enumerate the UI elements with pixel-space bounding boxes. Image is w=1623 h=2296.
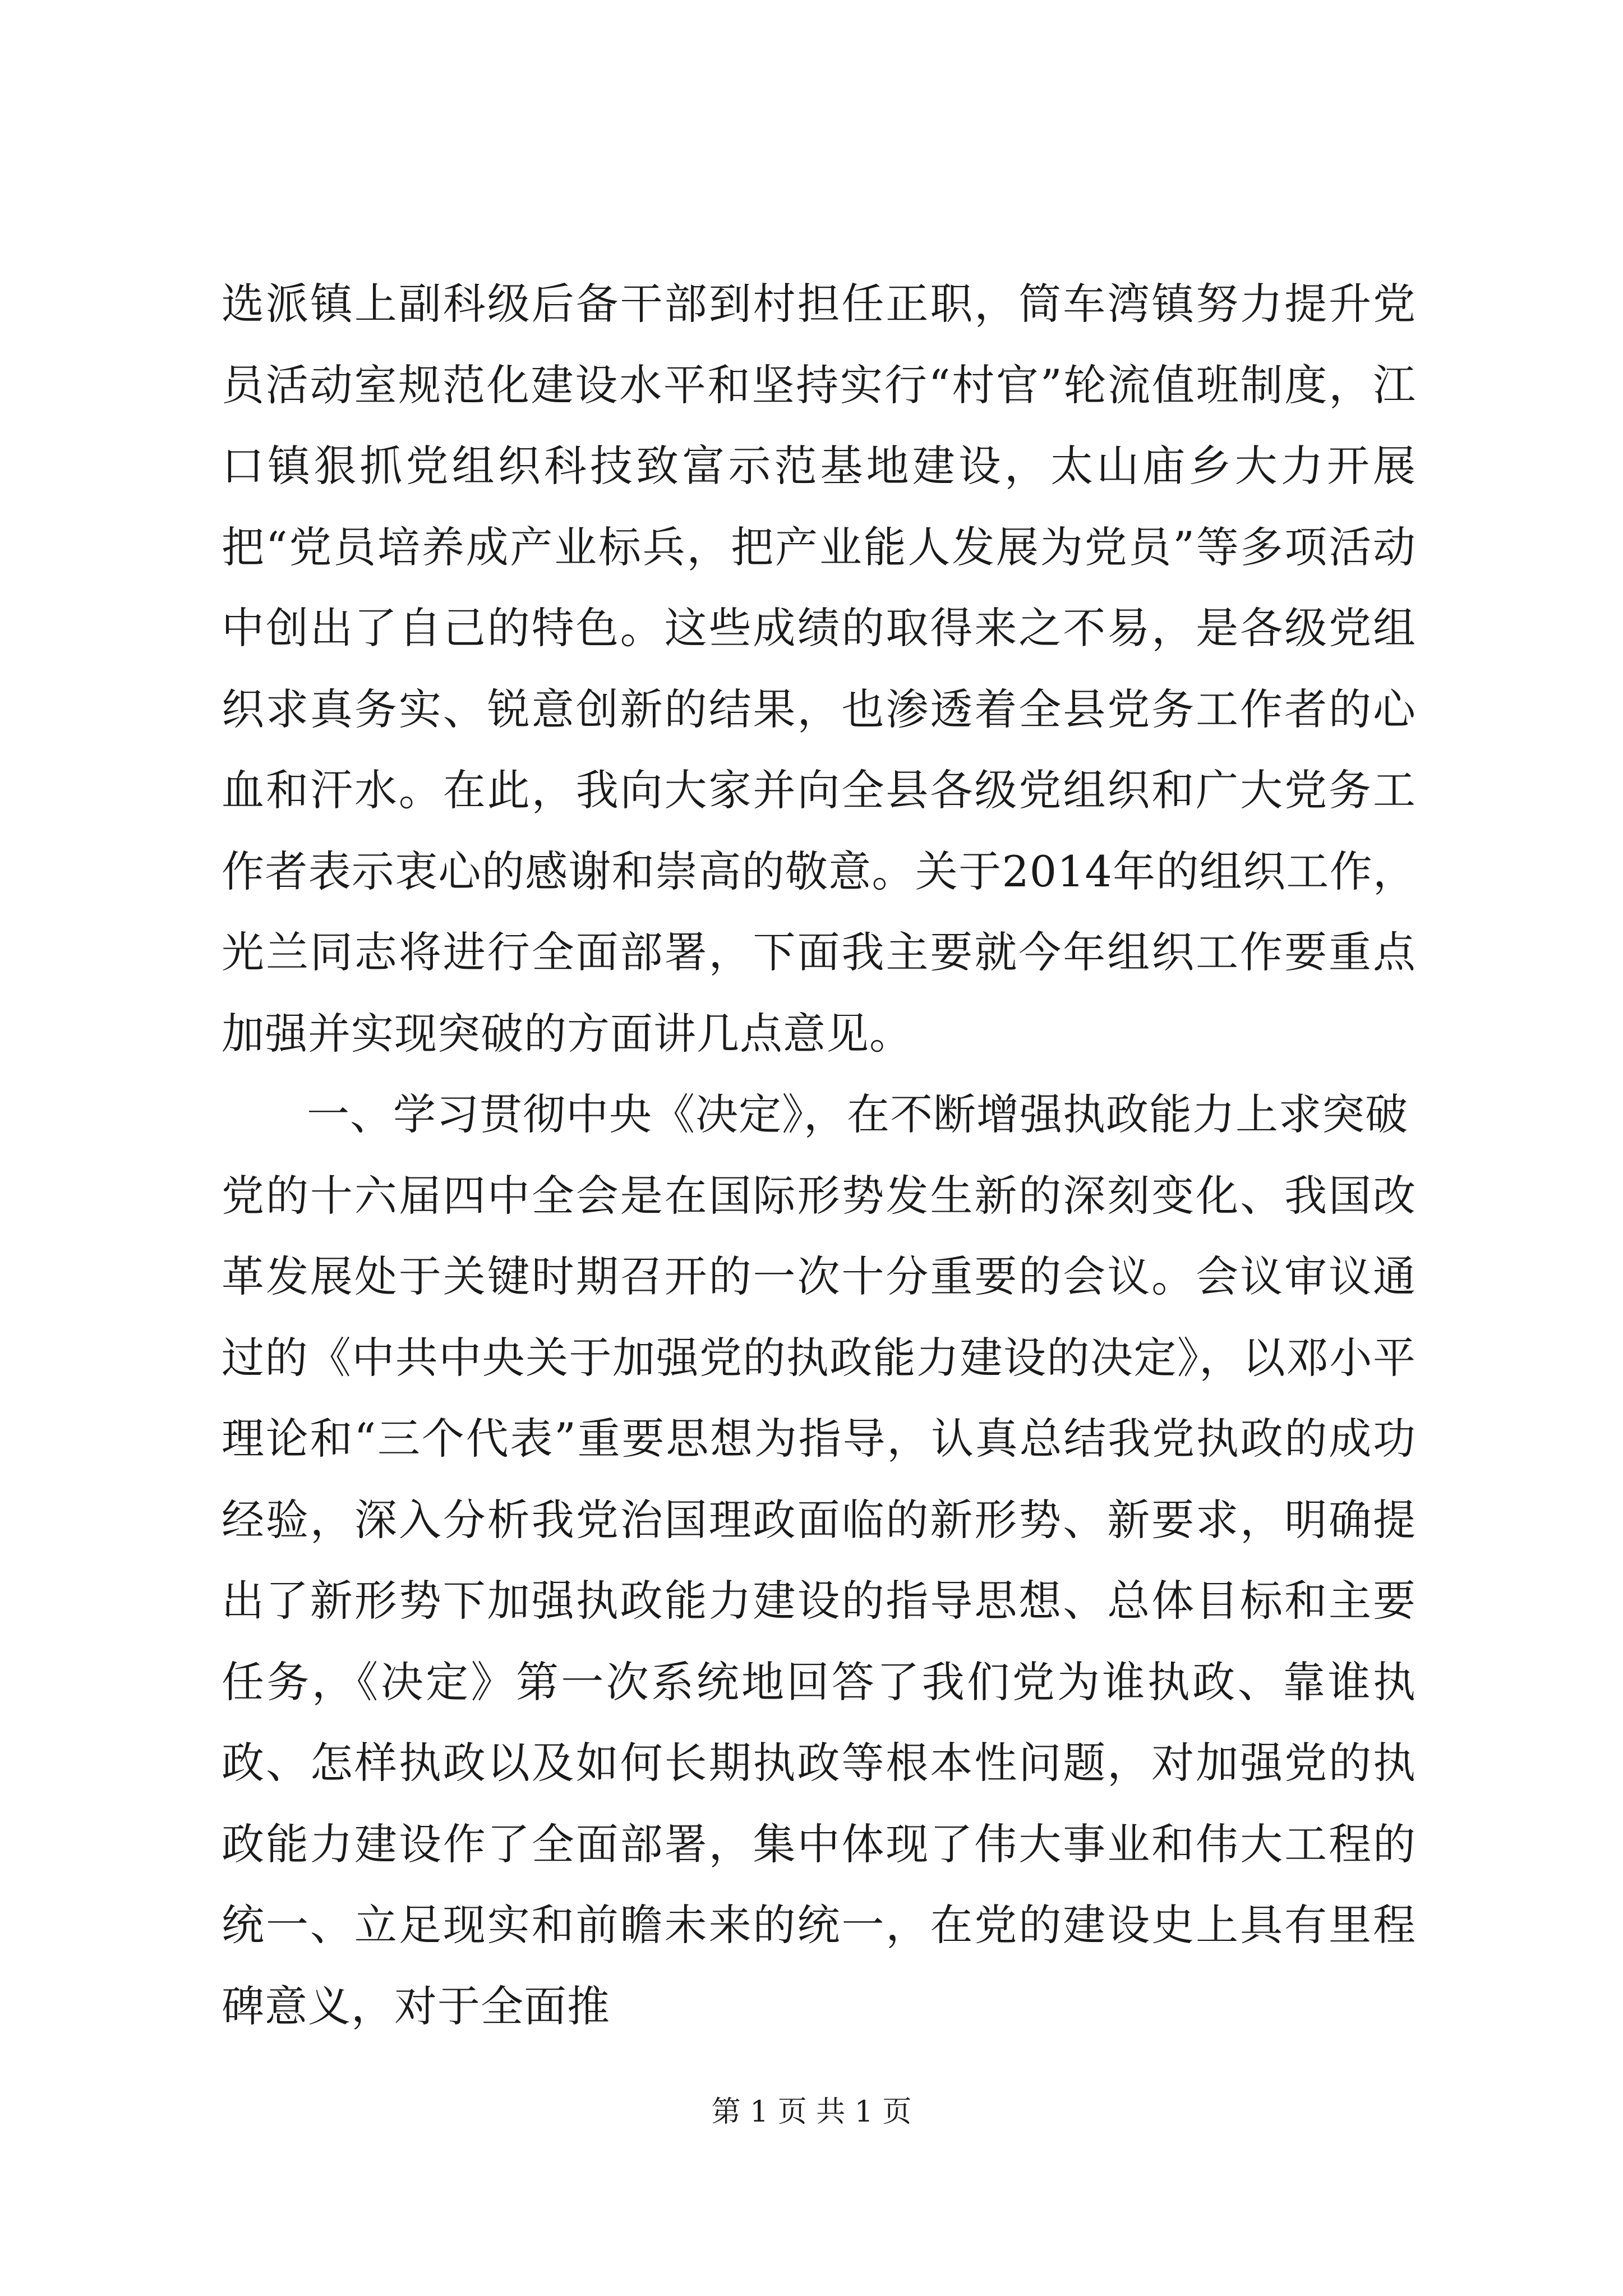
page-footer: 第 1 页 共 1 页	[711, 2095, 912, 2129]
section-heading-1: 一、学习贯彻中央《决定》，在不断增强执政能力上求突破	[307, 1089, 1408, 1139]
paragraph-2: 党的十六届四中全会是在国际形势发生新的深刻变化、我国改革发展处于关键时期召开的一次十分重要的会议。会议审议通过的《中共中央关于加强党的执政能力建设的决定》，以邓小平理论和“三个代表”重要思想为指导，认真总结我党执政的成功经验，深入分析我党治国理政面临的新形势、新要求，明确提出了新形势下加强执政能力建设的指导思想、总体目标和主要任务，《决定》第一次系统地回答了我们党为谁执政、靠谁执政、怎样执政以及如何长期执政等根本性问题，对加强党的执政能力建设作了全面部署，集中体现了伟大事业和伟大工程的统一、立足现实和前瞻未来的统一，在党的建设史上具有里程碑意义，对于全面推	[222, 1170, 1416, 2031]
document-body	[222, 264, 1416, 2047]
paragraph-1: 选派镇上副科级后备干部到村担任正职，筒车湾镇努力提升党员活动室规范化建设水平和坚持实行“村官”轮流值班制度，江口镇狠抓党组织科技致富示范基地建设，太山庙乡大力开展把“党员培养成产业标兵，把产业能人发展为党员”等多项活动中创出了自己的特色。这些成绩的取得来之不易，是各级党组织求真务实、锐意创新的结果，也渗透着全县党务工作者的心血和汗水。在此，我向大家并向全县各级党组织和广大党务工作者表示衷心的感谢和崇高的敬意。关于2014年的组织工作，光兰同志将进行全面部署，下面我主要就今年组织工作要重点加强并实现突破的方面讲几点意见。	[222, 279, 1416, 1059]
